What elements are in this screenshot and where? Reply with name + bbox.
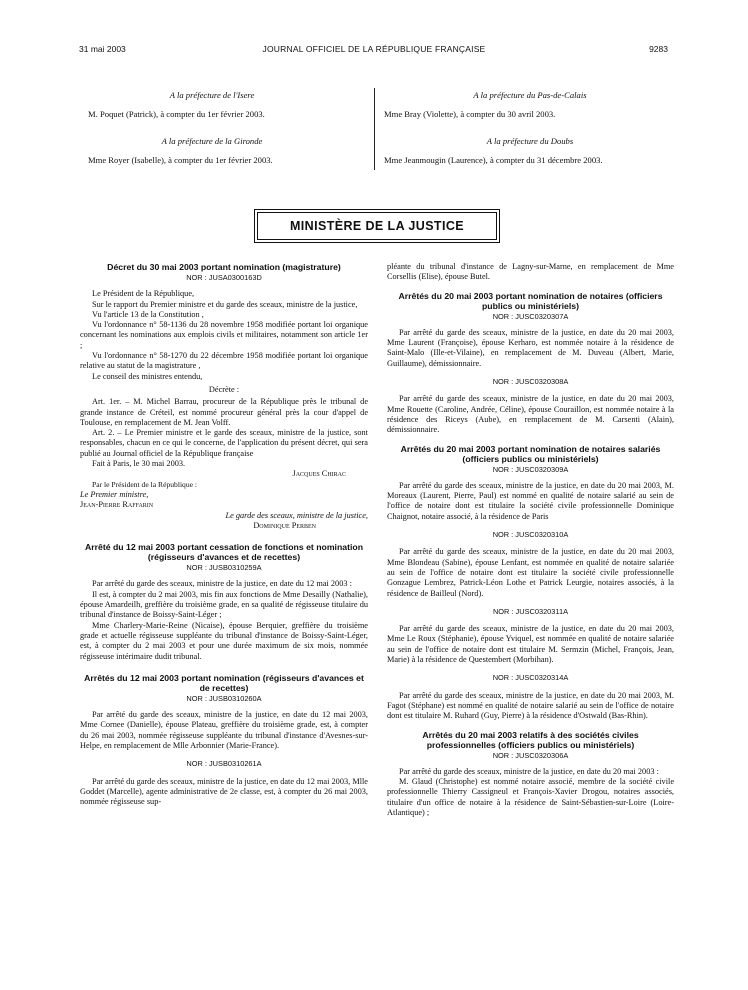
paragraph: pléante du tribunal d'instance de Lagny-sur-Marne, en remplacement de Mme Corsellis (Elise), épouse Butel. bbox=[387, 262, 674, 282]
decree-line: Vu l'article 13 de la Constitution , bbox=[92, 309, 204, 319]
section-title: Arrêtés du 20 mai 2003 portant nomination de notaires (officiers publics ou ministériels) bbox=[398, 290, 663, 311]
decree-line: Le conseil des ministres entendu, bbox=[92, 371, 203, 381]
section-title: Arrêtés du 12 mai 2003 portant nomination (régisseurs d'avances et de recettes) bbox=[84, 672, 364, 693]
prefecture-heading: A la préfecture de l'Isere bbox=[169, 90, 255, 100]
decree-line: Le Président de la République, bbox=[92, 289, 195, 299]
signature-role: Le garde des sceaux, ministre de la justice, bbox=[225, 510, 368, 520]
appointment-line: M. Poquet (Patrick), à compter du 1er février 2003. bbox=[88, 109, 265, 119]
decree-line: Vu l'ordonnance n° 58-1136 du 28 novembre 1958 modifiée portant loi organique concernant les nominations aux emplois civils et militaires, notamment son article 1er ; bbox=[80, 320, 368, 350]
ministry-banner: MINISTÈRE DE LA JUSTICE bbox=[257, 212, 497, 240]
prefecture-heading: A la préfecture du Pas-de-Calais bbox=[473, 90, 587, 100]
page-number: 9283 bbox=[649, 44, 668, 54]
journal-title: JOURNAL OFFICIEL DE LA RÉPUBLIQUE FRANÇAISE bbox=[262, 44, 486, 54]
nor-reference: NOR : JUSC0320310A bbox=[492, 530, 569, 540]
signature-president: Jacques Chirac bbox=[292, 469, 346, 479]
prefecture-heading: A la préfecture de la Gironde bbox=[161, 136, 263, 146]
signature-name: Dominique Perben bbox=[253, 520, 316, 530]
paragraph: Il est, à compter du 2 mai 2003, mis fin aux fonctions de Mme Desailly (Nathalie), épouse Amardeilh, greffière du troisième grade, en sa qualité de régisseuse titulaire du tribunal d'instance de Boissy-Saint-Léger ; bbox=[80, 589, 368, 620]
nor-reference: NOR : JUSC0320307A bbox=[492, 311, 569, 321]
decree-line: Sur le rapport du Premier ministre et du garde des sceaux, ministre de la justice, bbox=[92, 299, 358, 309]
paragraph: Par arrêté du garde des sceaux, ministre de la justice, en date du 12 mai 2003, Mme Cornee (Danielle), épouse Plateau, greffière du troisième grade, est, à compter du 26 mai 2003, nommée régisseuse suppléante du tribunal d'instance d'Avesnes-sur-Helpe, en remplacement de Mlle Arbonnier (Marie-France). bbox=[80, 710, 368, 750]
paragraph: Par arrêté du garde des sceaux, ministre de la justice, en date du 20 mai 2003 : bbox=[399, 766, 659, 776]
appointment-line: Mme Bray (Violette), à compter du 30 avril 2003. bbox=[384, 109, 556, 119]
paragraph: Par arrêté du garde des sceaux, ministre de la justice, en date du 20 mai 2003, Mme Blondeau (Sabine), épouse Lenfant, est nommée en qualité de notaire salariée au sein de l'office de notaire dont est titulaire la société civile professionnelle Gonzague Lembrez, Patrick-Léon Lothe et Patrick Leurgie, notaires associés, à la résidence de Bailleul (Nord). bbox=[387, 547, 674, 598]
article-2: Art. 2. – Le Premier ministre et le garde des sceaux, ministre de la justice, sont responsables, chacun en ce qui le concerne, de l'application du présent décret, qui sera publié au Journal officiel de la République française bbox=[80, 428, 368, 458]
nor-reference: NOR : JUSB0310260A bbox=[186, 693, 262, 703]
nor-reference: NOR : JUSC0320309A bbox=[492, 464, 569, 474]
paragraph: Par arrêté du garde des sceaux, ministre de la justice, en date du 12 mai 2003, Mlle Goddet (Marcelle), agente administrative de 2e classe, est, à compter du 26 mai 2003, nommée régisseuse sup- bbox=[80, 776, 368, 807]
prefecture-heading: A la préfecture du Doubs bbox=[486, 136, 574, 146]
paragraph: Par arrêté du garde des sceaux, ministre de la justice, en date du 20 mai 2003, Mme Laurent (Françoise), épouse Kerharo, est nommée notaire à la résidence de Saint-Malo (Ille-et-Vilaine), en remplacement de M. Duveau (Albert, Marie, Guillaume), démissionnaire. bbox=[387, 327, 674, 368]
prefecture-list-left bbox=[88, 90, 336, 165]
nor-reference: NOR : JUSC0320314A bbox=[492, 673, 569, 683]
nor-reference: NOR : JUSB0310259A bbox=[186, 563, 262, 573]
paragraph: Par arrêté du garde des sceaux, ministre de la justice, en date du 20 mai 2003, M. Fagot (Stéphane) est nommé en qualité de notaire salarié au sein de l'office de notaire dont est titulaire M. Ruhard (Guy, Pierre) à la résidence d'Ostwald (Bas-Rhin). bbox=[387, 690, 674, 721]
decree-line: Vu l'ordonnance n° 58-1270 du 22 décembre 1958 modifiée portant loi organique relative au statut de la magistrature , bbox=[80, 351, 368, 371]
header-date: 31 mai 2003 bbox=[79, 44, 126, 54]
section-title: Arrêtés du 20 mai 2003 portant nomination de notaires salariés (officiers publics ou ministériels) bbox=[400, 443, 661, 464]
nor-reference: NOR : JUSC0320311A bbox=[492, 606, 569, 616]
paragraph: Mme Charlery-Marie-Reine (Nicaise), épouse Berquier, greffière du troisième grade et actuelle régisseuse suppléante du tribunal d'instance de Boissy-Saint-Léger, est, à compter du 2 mai 2003 et pour une durée maximum de six mois, nommée régisseuse intérimaire dudit tribunal. bbox=[80, 620, 368, 661]
appointment-line: Mme Royer (Isabelle), à compter du 1er février 2003. bbox=[88, 155, 273, 165]
done-at-line: Fait à Paris, le 30 mai 2003. bbox=[92, 459, 186, 469]
signature-role: Le Premier ministre, bbox=[80, 489, 149, 499]
appointment-line: Mme Jeanmougin (Laurence), à compter du 31 décembre 2003. bbox=[384, 155, 603, 165]
nor-reference: NOR : JUSA0300163D bbox=[186, 273, 262, 282]
paragraph: Par arrêté du garde des sceaux, ministre de la justice, en date du 20 mai 2003, Mme Rouette (Caroline, Andrée, Céline), épouse Couraillon, est nommée notaire à la résidence des Riceys (Aube), en remplacement de M. Carsenti (Alain), démissionnaire. bbox=[387, 394, 674, 435]
nor-reference: NOR : JUSC0320306A bbox=[492, 750, 569, 760]
left-column bbox=[80, 262, 368, 807]
paragraph: Par arrêté du garde des sceaux, ministre de la justice, en date du 20 mai 2003, M. Moreaux (Laurent, Pierre, Paul) est nommé en qualité de notaire salarié au sein de l'office de notaire dont est titulaire la société civile professionnelle Dominique Chaignot, notaire associé, à la résidence de Paris bbox=[387, 480, 674, 521]
paragraph: Par arrêté du garde des sceaux, ministre de la justice, en date du 12 mai 2003 : bbox=[92, 579, 352, 589]
decree-title: Décret du 30 mai 2003 portant nomination (magistrature) bbox=[107, 262, 341, 272]
article-1: Art. 1er. – M. Michel Barrau, procureur de la République près le tribunal de grande instance de Créteil, est nommé procureur général près la cour d'appel de Toulouse, en remplacement de M. Jean Volff. bbox=[80, 397, 368, 427]
nor-reference: NOR : JUSC0320308A bbox=[492, 377, 569, 387]
prefecture-list-right bbox=[384, 90, 676, 165]
right-column bbox=[387, 262, 674, 818]
column-divider bbox=[374, 88, 375, 170]
paragraph: M. Glaud (Christophe) est nommé notaire associé, membre de la société civile professionnelle Thierry Cassigneul et François-Xavier Drogou, notaires associés, titulaire d'un office de notaire à la résidence de Saint-Sébastien-sur-Loire (Loire-Atlantique) ; bbox=[387, 777, 674, 817]
section-title: Arrêtés du 20 mai 2003 relatifs à des sociétés civiles professionnelles (officiers publics ou ministériels) bbox=[422, 729, 639, 750]
nor-reference: NOR : JUSB0310261A bbox=[186, 759, 262, 769]
section-title: Arrêté du 12 mai 2003 portant cessation de fonctions et nomination (régisseurs d'avances et de recettes) bbox=[84, 542, 364, 563]
decrete-label: Décrète : bbox=[208, 384, 240, 394]
signature-name: Jean-Pierre Raffarin bbox=[80, 500, 154, 510]
signature-intro: Par le Président de la République : bbox=[92, 479, 198, 489]
paragraph: Par arrêté du garde des sceaux, ministre de la justice, en date du 20 mai 2003, Mme Le Roux (Stéphanie), épouse Yviquel, est nommée en qualité de notaire salariée au sein de l'office de notaire dont est titulaire M. Sermzin (Michel, François, Jean, Marie) à la résidence de Questembert (Morbihan). bbox=[387, 624, 674, 665]
